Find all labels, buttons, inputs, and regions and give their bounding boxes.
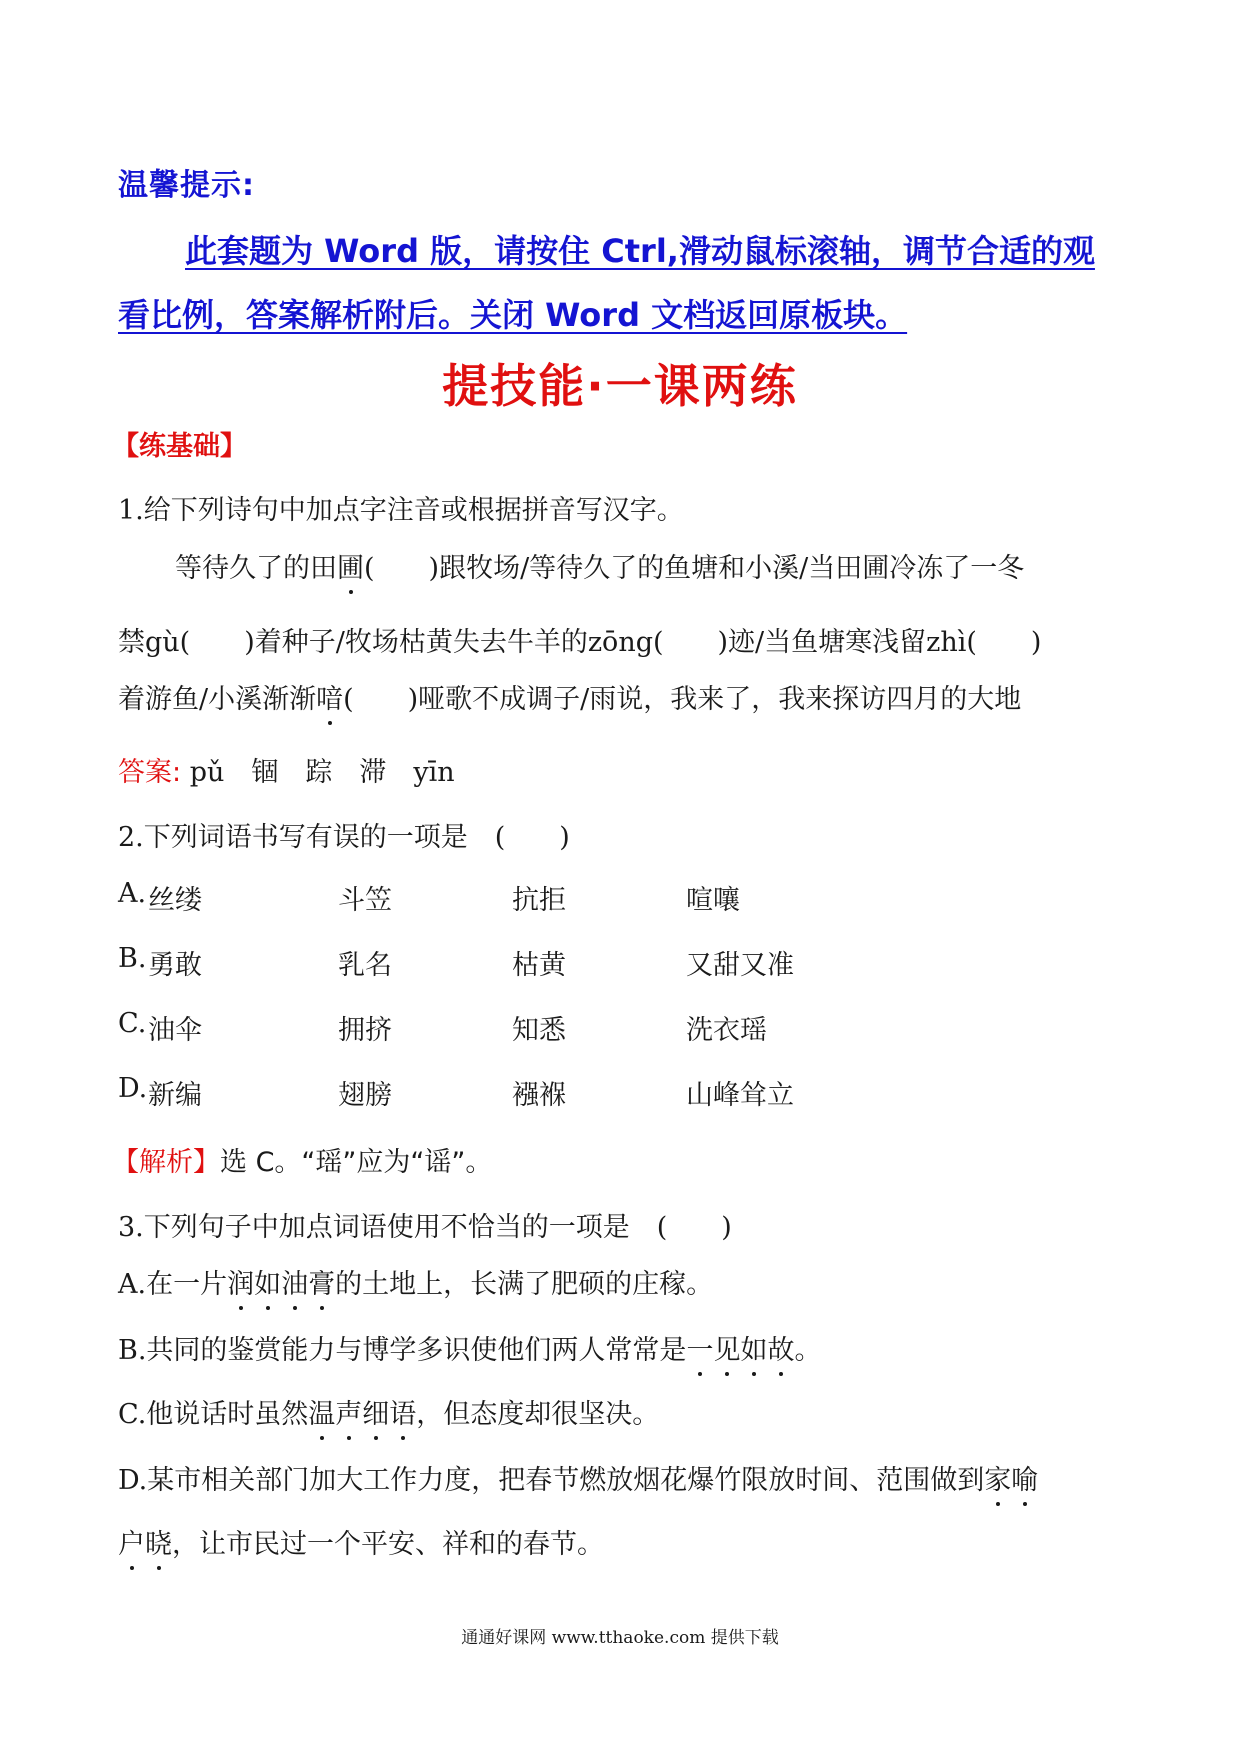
- dotted-char: 户: [118, 1522, 145, 1561]
- q1-stem: 1.给下列诗句中加点字注音或根据拼音写汉字。: [118, 495, 684, 526]
- option-label: C.: [118, 1008, 147, 1039]
- dotted-char: 油: [281, 1262, 308, 1301]
- dotted-char: 喻: [1011, 1458, 1038, 1497]
- option-word: 翅膀: [338, 1080, 392, 1111]
- dotted-char: 如: [254, 1262, 281, 1301]
- q1-poem-line-2: 禁gù( )着种子/牧场枯黄失去牛羊的zōng( )迹/当鱼塘寒浅留zhì( ): [118, 627, 1042, 658]
- q1-answer: [118, 750, 455, 789]
- notice-line-2: 看比例，答案解析附后。关闭 Word 文档返回原板块。: [118, 296, 908, 334]
- q3-option-b: [118, 1328, 821, 1367]
- q1-poem-line-1: [175, 546, 1024, 585]
- option-word: 知悉: [512, 1015, 566, 1046]
- option-word: 抗拒: [512, 885, 566, 916]
- option-word: 斗笠: [338, 885, 392, 916]
- dotted-phrase-chars: [118, 1529, 172, 1560]
- answer-label: 答案:: [118, 757, 182, 788]
- dotted-char: 语: [389, 1392, 416, 1431]
- option-word: 丝缕: [148, 885, 202, 916]
- dotted-phrase-chars: [227, 1269, 335, 1300]
- dotted-phrase: [227, 1269, 713, 1300]
- option-word: 枯黄: [512, 950, 566, 981]
- q1-poem-text: ( )跟牧场/等待久了的鱼塘和小溪/当田圃冷冻了一冬: [364, 553, 1025, 584]
- q1-poem-text: ( )哑歌不成调子/雨说，我来了，我来探访四月的大地: [343, 684, 1022, 715]
- dotted-char: 一: [686, 1328, 713, 1367]
- dotted-char: 喑: [316, 677, 343, 716]
- option-label: B.: [118, 943, 147, 974]
- q3-option-d-line-1: [118, 1458, 1038, 1497]
- answer-values: pǔ 锢 踪 滞 yīn: [189, 757, 455, 788]
- q2-stem: 2.下列词语书写有误的一项是 ( ): [118, 822, 570, 853]
- notice-heading: 温馨提示:: [118, 168, 255, 203]
- q3-stem: 3.下列句子中加点词语使用不恰当的一项是 ( ): [118, 1212, 732, 1243]
- option-text: C.他说话时虽然: [118, 1399, 309, 1430]
- option-text: D.某市相关部门加大工作力度，把春节燃放烟花爆竹限放时间、范围做到: [118, 1465, 985, 1496]
- option-word: 山峰耸立: [686, 1080, 794, 1111]
- dotted-phrase-chars: [984, 1465, 1038, 1496]
- analysis-label: 【解析】: [112, 1147, 220, 1178]
- q3-option-d-line-2: [118, 1522, 604, 1561]
- option-label: D.: [118, 1073, 148, 1104]
- section-label: 【练基础】: [112, 431, 247, 462]
- dotted-char: 见: [713, 1328, 740, 1367]
- option-text: B.共同的鉴赏能力与博学多识使他们两人常常是: [118, 1335, 687, 1366]
- dotted-phrase: [686, 1335, 821, 1366]
- dotted-char: 晓: [145, 1522, 172, 1561]
- dotted-char: 细: [362, 1392, 389, 1431]
- dotted-char: 家: [984, 1458, 1011, 1497]
- dotted-char: 膏: [308, 1262, 335, 1301]
- q1-poem-text: 等待久了的田: [175, 553, 337, 584]
- page-title: 提技能·一课两练: [442, 359, 798, 413]
- dotted-char: 如: [740, 1328, 767, 1367]
- dotted-phrase-chars: [686, 1335, 794, 1366]
- page-footer: 通通好课网 www.tthaoke.com 提供下载: [461, 1628, 779, 1648]
- option-word: 又甜又准: [686, 950, 794, 981]
- option-text: A.在一片: [118, 1269, 228, 1300]
- option-word: 拥挤: [338, 1015, 392, 1046]
- option-word: 洗衣瑶: [686, 1015, 767, 1046]
- dotted-char: 温: [308, 1392, 335, 1431]
- option-label: A.: [118, 878, 147, 909]
- q1-poem-text: 着游鱼/小溪渐渐: [118, 684, 317, 715]
- dotted-phrase-chars: [308, 1399, 416, 1430]
- analysis-text: 选 C。“瑶”应为“谣”。: [220, 1147, 493, 1178]
- notice-line-1: 此套题为 Word 版，请按住 Ctrl,滑动鼠标滚轴，调节合适的观: [185, 232, 1095, 270]
- option-word: 新编: [148, 1080, 202, 1111]
- dotted-phrase: [308, 1399, 659, 1430]
- dotted-phrase: [118, 1529, 604, 1560]
- dotted-char: 润: [227, 1262, 254, 1301]
- dotted-char: 声: [335, 1392, 362, 1431]
- option-text: 的土地上，长满了肥硕的庄稼。: [335, 1269, 714, 1300]
- option-word: 乳名: [338, 950, 392, 981]
- q2-analysis: [112, 1140, 492, 1179]
- option-word: 油伞: [148, 1015, 202, 1046]
- option-text: ，但态度却很坚决。: [416, 1399, 660, 1430]
- q3-option-a: [118, 1262, 713, 1301]
- option-word: 勇敢: [148, 950, 202, 981]
- option-text: ，让市民过一个平安、祥和的春节。: [172, 1529, 604, 1560]
- dotted-char: 圃: [337, 546, 364, 585]
- option-word: 襁褓: [512, 1080, 566, 1111]
- option-text: 。: [794, 1335, 822, 1366]
- q3-option-c: [118, 1392, 659, 1431]
- option-word: 喧嚷: [686, 885, 740, 916]
- dotted-char: 故: [767, 1328, 794, 1367]
- q1-poem-line-3: [118, 677, 1021, 716]
- dotted-phrase: [984, 1465, 1038, 1496]
